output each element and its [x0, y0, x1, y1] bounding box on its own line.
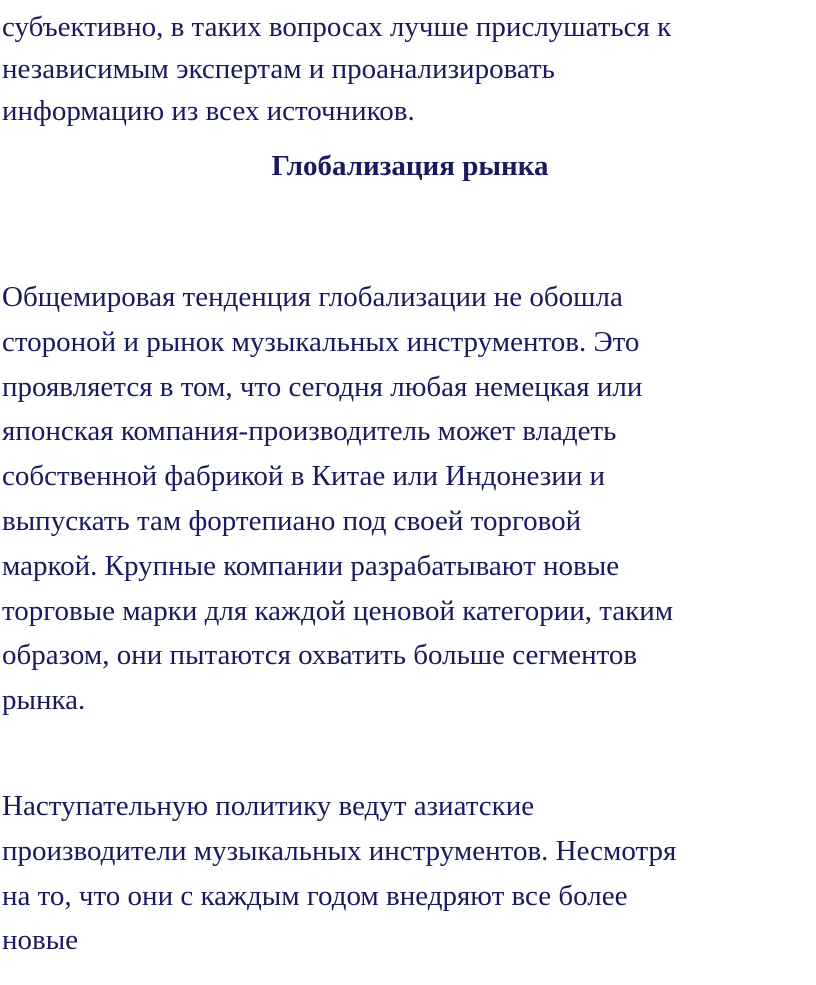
text-line: независимым экспертам и проанализировать [2, 53, 555, 85]
text-line: субъективно, в таких вопросах лучше прислушаться к [2, 11, 672, 43]
text-line: рынка. [2, 684, 86, 717]
section-heading: Глобализация рынка [271, 150, 549, 182]
body-paragraph-1 [2, 275, 814, 723]
text-line: торговые марки для каждой ценовой категории, таким [2, 594, 674, 627]
text-line: собственной фабрикой в Китае или Индонезии и [2, 460, 606, 493]
text-line: маркой. Крупные компании разрабатывают новые [2, 549, 620, 582]
text-line: образом, они пытаются охватить больше сегментов [2, 639, 638, 672]
intro-paragraph [2, 6, 814, 132]
text-line: Наступательную политику ведут азиатские [2, 790, 535, 822]
text-line: проявляется в том, что сегодня любая немецкая или [2, 370, 643, 403]
text-line: выпускать там фортепиано под своей торговой [2, 504, 582, 537]
text-line: Общемировая тенденция глобализации не обошла [2, 281, 623, 313]
body-paragraph-2 [2, 784, 814, 963]
text-line: информацию из всех источников. [2, 95, 415, 127]
text-line: на то, что они с каждым годом внедряют все более [2, 879, 628, 912]
text-line: японская компания-производитель может владеть [2, 415, 617, 448]
text-line: стороной и рынок музыкальных инструментов. Это [2, 325, 640, 358]
text-line: новые [2, 924, 79, 957]
text-line: производители музыкальных инструментов. Несмотря [2, 834, 677, 867]
